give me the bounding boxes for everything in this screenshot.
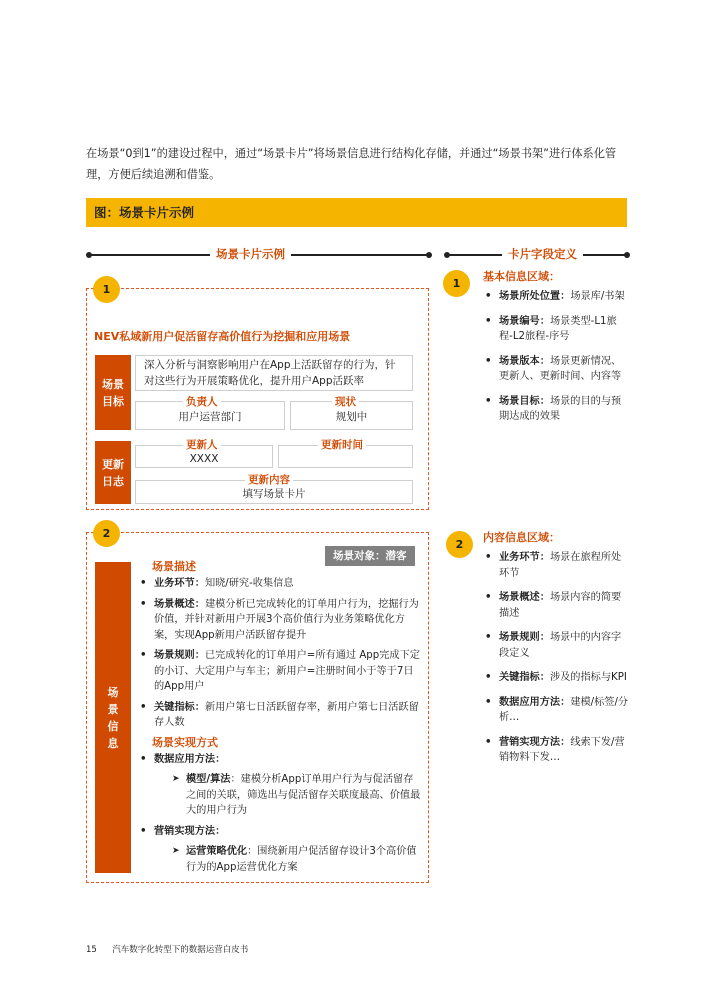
field-key: 场景编号 bbox=[499, 315, 540, 327]
desc-item-key: 业务环节 bbox=[154, 578, 195, 589]
data-method-label: 数据应用方法： bbox=[154, 754, 226, 765]
status-value: 规划中 bbox=[335, 411, 368, 423]
intro-paragraph: 在场景“0到1”的建设过程中，通过“场景卡片”将场景信息进行结构化存储，并通过“场景书架”进行体系化管理，方便后续追溯和借鉴。 bbox=[86, 147, 617, 181]
status-label: 现状 bbox=[332, 394, 359, 409]
figure-banner: 图：场景卡片示例 bbox=[86, 198, 627, 227]
right2-item-stage bbox=[483, 550, 629, 581]
field-key: 业务环节 bbox=[499, 552, 540, 563]
data-sub-value: ：建模分析App订单用户行为与促活留存之间的关联，筛选出与促活留存关联度最高、价值最大的用户行为 bbox=[186, 774, 421, 816]
right1-title: 基本信息区域： bbox=[483, 270, 560, 283]
right2-list bbox=[483, 550, 629, 766]
field-sep: ： bbox=[539, 395, 550, 407]
field-sep: ： bbox=[560, 736, 571, 748]
desc-item-sep: ： bbox=[194, 578, 205, 589]
field-key: 场景版本 bbox=[499, 355, 540, 367]
desc-item-value: 已完成转化的订单用户=所有通过 App完成下定的小订、大定用户与车主；新用户=注册时间小于等于7日的App用户 bbox=[154, 650, 420, 692]
card2-badge: 2 bbox=[93, 520, 120, 547]
right1-item-goal bbox=[483, 394, 629, 425]
field-sep: ： bbox=[539, 355, 550, 367]
scene-object-tag: 场景对象：潜客 bbox=[325, 546, 415, 566]
field-value: 场景内容的简要描述 bbox=[499, 592, 622, 619]
field-sep: ： bbox=[539, 592, 550, 603]
card1-title: NEV私域新用户促活留存高价值行为挖掘和应用场景 bbox=[94, 330, 351, 343]
desc-item-value: 建模分析已完成转化的订单用户行为，挖掘行为价值，并针对新用户开展3个高价值行为业务策略优化方案，实现App新用户活跃留存提升 bbox=[154, 598, 419, 641]
data-sub-item bbox=[172, 772, 422, 819]
right-header-dot-right bbox=[624, 252, 630, 258]
right2-item-mkt-method bbox=[483, 735, 629, 766]
impl-list-mkt bbox=[138, 824, 420, 840]
right2-title: 内容信息区域： bbox=[483, 531, 560, 544]
page-footer bbox=[86, 943, 248, 955]
desc-item-sep: ： bbox=[194, 701, 205, 713]
left-header-dot-right bbox=[426, 252, 432, 258]
right2-item-kpi bbox=[483, 670, 629, 686]
right1-item-version bbox=[483, 354, 629, 385]
field-key: 场景所处位置 bbox=[499, 291, 561, 302]
field-key: 关键指标 bbox=[499, 672, 540, 683]
field-key: 场景规则 bbox=[499, 632, 540, 643]
field-value: 建模/标签/分析… bbox=[499, 696, 629, 723]
right-header-title: 卡片字段定义 bbox=[502, 246, 583, 262]
log-label-text: 更新日志 bbox=[102, 457, 124, 488]
field-value: 场景类型-L1旅程-L2旅程-序号 bbox=[499, 315, 617, 342]
desc-item-value: 新用户第七日活跃留存率，新用户第七日活跃留存人数 bbox=[154, 701, 419, 728]
desc-item-value: 知晓/研究-收集信息 bbox=[204, 578, 294, 589]
arrow-bullet-icon: ➤ bbox=[172, 846, 180, 856]
arrow-bullet-icon: ➤ bbox=[172, 774, 180, 784]
desc-item-stage bbox=[138, 576, 420, 592]
desc-item-rules bbox=[138, 648, 420, 695]
right1-badge: 1 bbox=[443, 270, 470, 297]
impl-list-data bbox=[138, 752, 420, 768]
field-key: 场景概述 bbox=[499, 592, 540, 603]
card1-badge: 1 bbox=[93, 276, 120, 303]
updater-label: 更新人 bbox=[183, 437, 221, 452]
mkt-method-label: 营销实现方法： bbox=[154, 826, 226, 837]
field-value: 场景库/书架 bbox=[570, 291, 625, 302]
desc-item-sep: ： bbox=[194, 650, 205, 661]
mkt-sub-key: 运营策略优化 bbox=[186, 846, 248, 857]
goal-label-text: 场景目标 bbox=[102, 377, 124, 408]
right2-item-data-method bbox=[483, 695, 629, 726]
impl-title: 场景实现方式 bbox=[152, 736, 218, 749]
right1-item-id bbox=[483, 314, 629, 345]
content-label-text: 场景信息 bbox=[107, 685, 119, 750]
desc-title: 场景描述 bbox=[152, 560, 196, 573]
goal-side-label bbox=[95, 355, 131, 430]
right2-item-overview bbox=[483, 590, 629, 621]
goal-text-box bbox=[135, 355, 413, 391]
field-value: 涉及的指标与KPI bbox=[549, 672, 627, 683]
desc-list bbox=[138, 576, 420, 731]
updater-value: XXXX bbox=[189, 453, 219, 465]
log-side-label bbox=[95, 441, 131, 504]
field-value: 场景中的内容字段定义 bbox=[499, 632, 622, 659]
field-key: 营销实现方法 bbox=[499, 736, 561, 748]
owner-value: 用户运营部门 bbox=[178, 411, 242, 423]
content-side-label bbox=[95, 562, 131, 873]
field-sep: ： bbox=[539, 632, 550, 643]
page-number: 15 bbox=[86, 945, 97, 955]
left-header-title: 场景卡片示例 bbox=[210, 246, 291, 262]
right2-badge: 2 bbox=[446, 531, 473, 558]
field-value: 场景更新情况、更新人、更新时间、内容等 bbox=[499, 355, 622, 382]
field-sep: ： bbox=[560, 696, 571, 708]
mkt-sub-item bbox=[172, 844, 422, 875]
field-value: 场景的目的与预期达成的效果 bbox=[499, 395, 622, 422]
data-sub-key: 模型/算法 bbox=[186, 774, 231, 785]
field-sep: ： bbox=[539, 315, 550, 327]
update-content-label: 更新内容 bbox=[245, 472, 293, 487]
field-key: 数据应用方法 bbox=[499, 696, 561, 708]
field-sep: ： bbox=[539, 552, 550, 563]
field-value: 线索下发/营销物料下发… bbox=[499, 736, 625, 763]
field-sep: ： bbox=[539, 672, 550, 683]
desc-item-key: 场景概述 bbox=[154, 598, 195, 610]
data-method-item bbox=[138, 752, 420, 768]
field-key: 场景目标 bbox=[499, 395, 540, 407]
field-sep: ： bbox=[560, 291, 571, 302]
publication-title: 汽车数字化转型下的数据运营白皮书 bbox=[112, 945, 249, 955]
right1-list bbox=[483, 289, 629, 425]
update-content-value: 填写场景卡片 bbox=[242, 488, 306, 500]
field-value: 场景在旅程所处环节 bbox=[499, 552, 622, 579]
mkt-sub-value: ：围绕新用户促活留存设计3个高价值行为的App运营优化方案 bbox=[186, 846, 417, 873]
owner-label: 负责人 bbox=[183, 394, 221, 409]
mkt-method-item bbox=[138, 824, 420, 840]
update-time-label: 更新时间 bbox=[318, 437, 366, 452]
goal-text: 深入分析与洞察影响用户在App上活跃留存的行为，针对这些行为开展策略优化，提升用户App活跃率 bbox=[144, 359, 396, 387]
right2-item-rules bbox=[483, 630, 629, 661]
desc-item-kpi bbox=[138, 700, 420, 731]
desc-item-key: 场景规则 bbox=[154, 650, 195, 661]
desc-item-key: 关键指标 bbox=[154, 701, 195, 713]
right1-item-location bbox=[483, 289, 629, 305]
desc-item-overview bbox=[138, 597, 420, 644]
desc-item-sep: ： bbox=[194, 598, 205, 610]
